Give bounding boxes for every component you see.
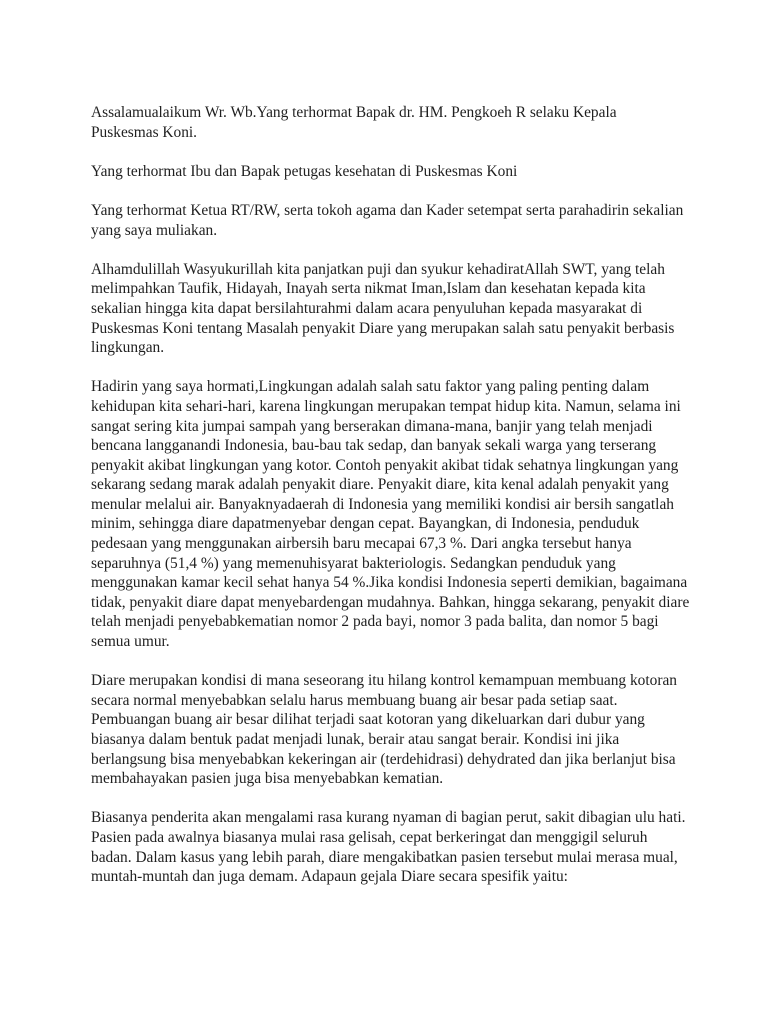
text-line: Puskesmas Koni. [91, 123, 198, 141]
text-line: separuhnya (51,4 %) yang memenuhisyarat bakteriologis. Sedangkan penduduk yang [91, 554, 616, 572]
text-line: pedesaan yang menggunakan airbersih baru mecapai 67,3 %. Dari angka tersebut hanya [91, 535, 632, 553]
text-line: penyakit akibat lingkungan yang kotor. Contoh penyakit akibat tidak sehatnya lingkungan yang [91, 456, 679, 474]
text-line: minim, sehingga diare dapatmenyebar dengan cepat. Bayangkan, di Indonesia, penduduk [91, 515, 640, 533]
text-line: tidak, penyakit diare dapat menyebardengan mudahnya. Bahkan, hingga sekarang, penyakit diare [91, 593, 690, 611]
text-line: kehidupan kita sehari-hari, karena lingkungan merupakan tempat hidup kita. Namun, selama ini [91, 397, 681, 415]
text-line: lingkungan. [91, 339, 165, 357]
text-line: membahayakan pasien juga bisa menyebabkan kematian. [91, 770, 444, 788]
text-line: menggunakan kamar kecil sehat hanya 54 %.Jika kondisi Indonesia seperti demikian, bagaimana [91, 574, 688, 592]
text-line: sangat sering kita jumpai sampah yang berserakan dimana-mana, banjir yang telah menjadi [91, 417, 653, 435]
text-line: bencana langganandi Indonesia, bau-bau tak sedap, dan banyak sekali warga yang terserang [91, 437, 657, 455]
text-line: Yang terhormat Ketua RT/RW, serta tokoh agama dan Kader setempat serta parahadirin sekalian [91, 201, 684, 219]
text-line: berlangsung bisa menyebabkan kekeringan air (terdehidrasi) dehydrated dan jika berlanjut bisa [91, 750, 676, 768]
paragraph-greeting-kepala [91, 103, 691, 142]
text-line: yang saya muliakan. [91, 221, 218, 239]
text-line: semua umur. [91, 633, 170, 651]
paragraph-lingkungan [91, 377, 691, 651]
text-line: Assalamualaikum Wr. Wb.Yang terhormat Bapak dr. HM. Pengkoeh R selaku Kepala [91, 104, 617, 121]
text-line: melimpahkan Taufik, Hidayah, Inayah serta nikmat Iman,Islam dan kesehatan kepada kita [91, 280, 646, 298]
text-line: Pasien pada awalnya biasanya mulai rasa gelisah, cepat berkeringat dan menggigil seluruh [91, 828, 648, 846]
text-line: Alhamdulillah Wasyukurillah kita panjatkan puji dan syukur kehadiratAllah SWT, yang telah [91, 260, 665, 278]
text-line: sekarang sedang marak adalah penyakit diare. Penyakit diare, kita kenal adalah penyakit yang [91, 476, 669, 494]
paragraph-greeting-petugas [91, 162, 691, 182]
text-line: muntah-muntah dan juga demam. Adapaun gejala Diare secara spesifik yaitu: [91, 868, 568, 886]
text-line: Biasanya penderita akan mengalami rasa kurang nyaman di bagian perut, sakit dibagian ulu hati. [91, 809, 686, 827]
document-body [91, 103, 691, 906]
text-line: biasanya dalam bentuk padat menjadi lunak, berair atau sangat berair. Kondisi ini jika [91, 731, 620, 748]
text-line: Pembuangan buang air besar dilihat terjadi saat kotoran yang dikeluarkan dari dubur yang [91, 711, 645, 729]
text-line: Puskesmas Koni tentang Masalah penyakit Diare yang merupakan salah satu penyakit berbasis [91, 319, 675, 337]
text-line: sekalian hingga kita dapat bersilahturahmi dalam acara penyuluhan kepada masyarakat di [91, 299, 643, 317]
text-line: Yang terhormat Ibu dan Bapak petugas kesehatan di Puskesmas Koni [91, 162, 518, 180]
text-line: badan. Dalam kasus yang lebih parah, diare mengakibatkan pasien tersebut mulai merasa mual, [91, 848, 678, 866]
paragraph-greeting-ketua-rt [91, 201, 691, 240]
paragraph-definisi-diare [91, 671, 691, 789]
text-line: Hadirin yang saya hormati,Lingkungan adalah salah satu faktor yang paling penting dalam [91, 378, 650, 396]
text-line: secara normal menyebabkan selalu harus membuang buang air besar pada setiap saat. [91, 691, 618, 709]
paragraph-alhamdulillah [91, 260, 691, 358]
text-line: Diare merupakan kondisi di mana seseorang itu hilang kontrol kemampuan membuang kotoran [91, 672, 677, 690]
paragraph-gejala-diare [91, 808, 691, 886]
text-line: telah menjadi penyebabkematian nomor 2 pada bayi, nomor 3 pada balita, dan nomor 5 bagi [91, 613, 659, 631]
text-line: menular melalui air. Banyaknyadaerah di Indonesia yang memiliki kondisi air bersih sangatlah [91, 495, 674, 513]
